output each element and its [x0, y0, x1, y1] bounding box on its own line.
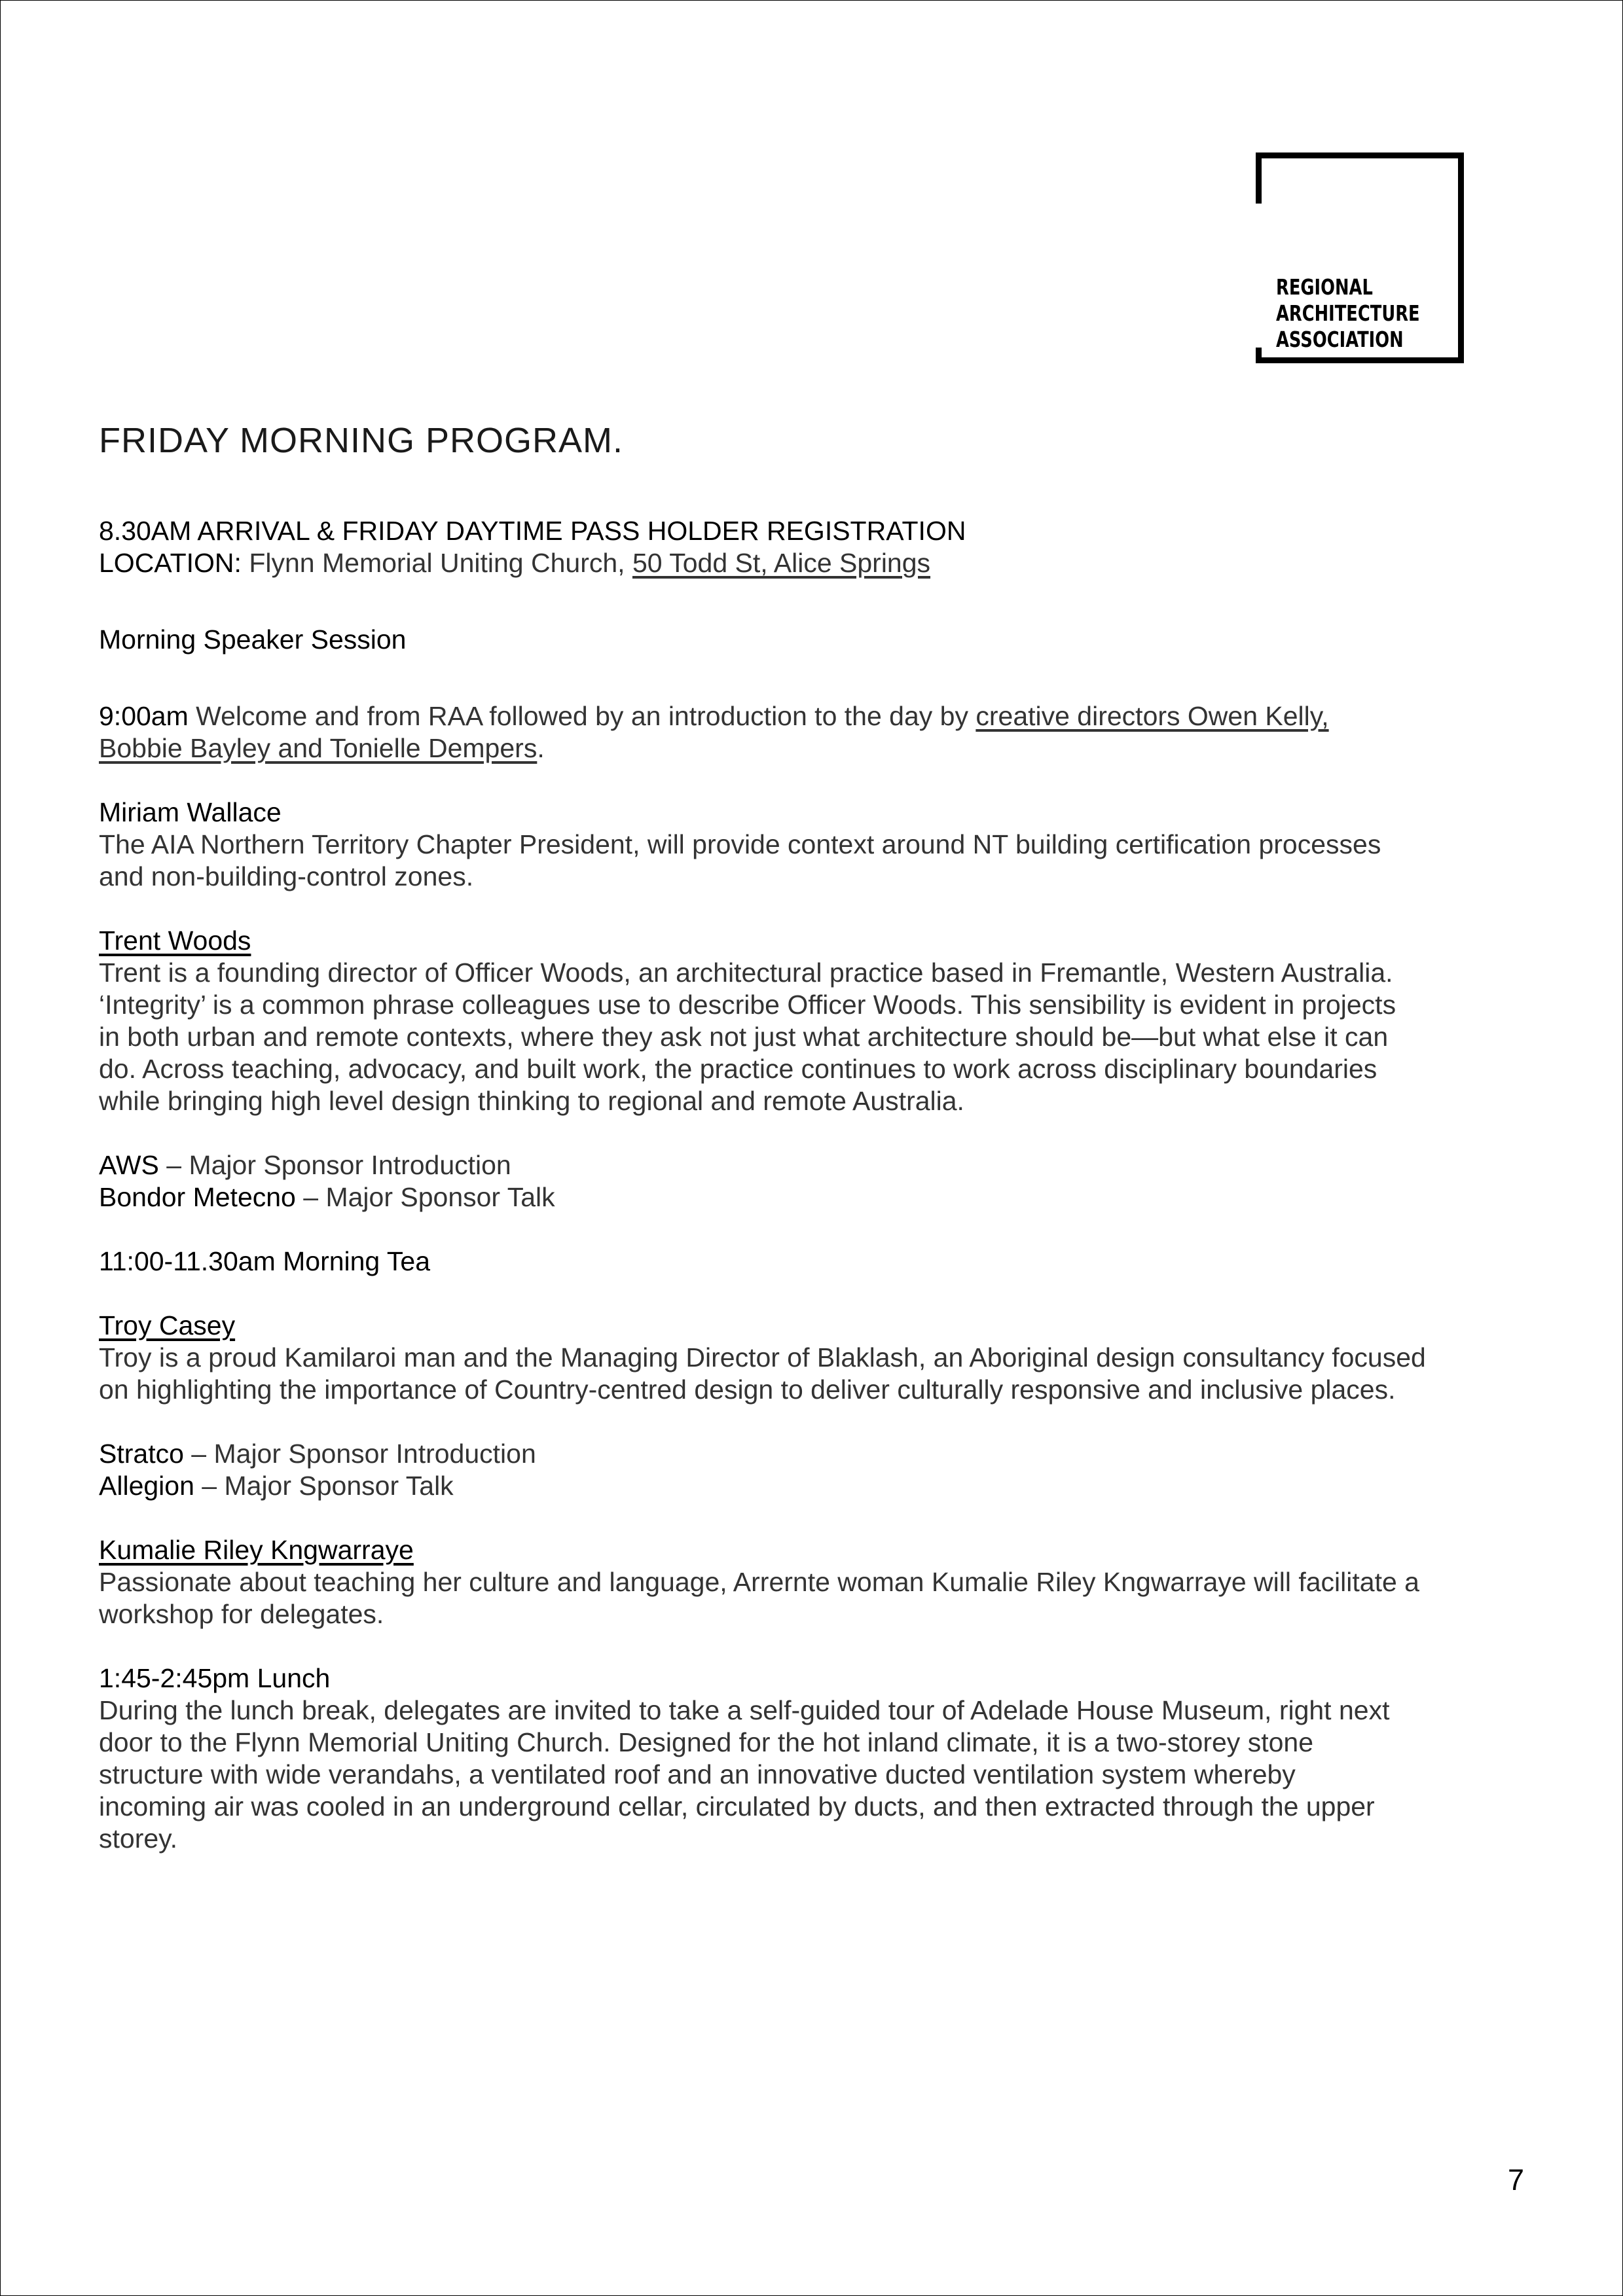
speaker-name-troy-row: [99, 1310, 1526, 1342]
speaker-bio-trent-2: ‘Integrity’ is a common phrase colleagues use to describe Officer Woods. This sensibility is evident in projects: [99, 990, 1396, 1020]
location-address-link[interactable]: 50 Todd St, Alice Springs: [632, 548, 931, 578]
welcome-end: .: [537, 733, 545, 763]
sponsor-stratco-text: – Major Sponsor Introduction: [191, 1439, 536, 1469]
speaker-bio-miriam-2: and non-building-control zones.: [99, 861, 474, 891]
location-line: [99, 547, 1526, 579]
session-heading: Morning Speaker Session: [99, 624, 407, 655]
location-venue: Flynn Memorial Uniting Church,: [249, 548, 625, 578]
speaker-bio-troy-1: Troy is a proud Kamilaroi man and the Managing Director of Blaklash, an Aboriginal design consultancy focused: [99, 1342, 1426, 1372]
program-content: [99, 420, 1526, 1855]
sponsor-allegion-text: – Major Sponsor Talk: [202, 1471, 454, 1501]
lunch-text-5: storey.: [99, 1823, 177, 1854]
speaker-name-trent[interactable]: Trent Woods: [99, 925, 251, 956]
morning-tea: 11:00-11.30am Morning Tea: [99, 1246, 430, 1276]
speaker-name-trent-row: [99, 925, 1526, 957]
logo-line-1: REGIONAL: [1276, 274, 1373, 300]
speaker-bio-miriam-1: The AIA Northern Territory Chapter President, will provide context around NT building certification processes: [99, 829, 1381, 859]
lunch-text-1: During the lunch break, delegates are invited to take a self-guided tour of Adelade House Museum, right next: [99, 1695, 1390, 1725]
lunch-text-2: door to the Flynn Memorial Uniting Church. Designed for the hot inland climate, it is a two-storey stone: [99, 1727, 1313, 1757]
lunch-text-3: structure with wide verandahs, a ventilated roof and an innovative ducted ventilation system whereby: [99, 1759, 1296, 1789]
speaker-name-kumalie-row: [99, 1534, 1526, 1566]
sponsor-bondor-text: – Major Sponsor Talk: [303, 1182, 555, 1212]
lunch-text-4: incoming air was cooled in an underground cellar, circulated by ducts, and then extracted through the upper: [99, 1791, 1375, 1821]
welcome-line-2: [99, 732, 1526, 764]
sponsor-stratco: [99, 1438, 1526, 1470]
sponsor-allegion: [99, 1470, 1526, 1502]
logo-line-3: ASSOCIATION: [1276, 327, 1404, 352]
speaker-bio-kumalie-2: workshop for delegates.: [99, 1599, 384, 1629]
sponsor-aws: [99, 1149, 1526, 1181]
speaker-bio-troy-2: on highlighting the importance of Country-centred design to deliver culturally responsive and inclusive places.: [99, 1374, 1396, 1405]
sponsor-aws-text: – Major Sponsor Introduction: [166, 1150, 511, 1180]
sponsor-stratco-name: Stratco: [99, 1439, 184, 1469]
speaker-name-troy[interactable]: Troy Casey: [99, 1310, 236, 1340]
speaker-bio-trent-4: do. Across teaching, advocacy, and built work, the practice continues to work across disciplinary boundaries: [99, 1054, 1377, 1084]
speaker-bio-kumalie-1: Passionate about teaching her culture and language, Arrernte woman Kumalie Riley Kngwarraye will facilitate a: [99, 1567, 1419, 1597]
speaker-bio-trent-5: while bringing high level design thinking to regional and remote Australia.: [99, 1086, 964, 1116]
speaker-bio-trent-3: in both urban and remote contexts, where they ask not just what architecture should be—but what else it can: [99, 1022, 1389, 1052]
creative-directors-link[interactable]: creative directors Owen Kelly,: [976, 701, 1329, 731]
speaker-bio-trent-1: Trent is a founding director of Officer Woods, an architectural practice based in Fremantle, Western Australia.: [99, 958, 1393, 988]
page-title: FRIDAY MORNING PROGRAM.: [99, 421, 624, 460]
sponsor-bondor-name: Bondor Metecno: [99, 1182, 296, 1212]
creative-directors-link-cont[interactable]: Bobbie Bayley and Tonielle Dempers: [99, 733, 538, 763]
location-label: LOCATION:: [99, 548, 242, 578]
sponsor-aws-name: AWS: [99, 1150, 159, 1180]
logo: [1276, 274, 1420, 353]
welcome-line-1: [99, 700, 1526, 732]
logo-line-2: ARCHITECTURE: [1276, 300, 1420, 326]
sponsor-allegion-name: Allegion: [99, 1471, 194, 1501]
welcome-time: 9:00am: [99, 701, 189, 731]
speaker-name-kumalie[interactable]: Kumalie Riley Kngwarraye: [99, 1535, 414, 1565]
lunch-heading: 1:45-2:45pm Lunch: [99, 1663, 331, 1693]
welcome-text: Welcome and from RAA followed by an introduction to the day by: [196, 701, 968, 731]
speaker-name-miriam: Miriam Wallace: [99, 797, 282, 827]
page-number: 7: [1508, 2163, 1525, 2197]
arrival-heading: 8.30AM ARRIVAL & FRIDAY DAYTIME PASS HOLDER REGISTRATION: [99, 516, 966, 546]
sponsor-bondor: [99, 1181, 1526, 1213]
